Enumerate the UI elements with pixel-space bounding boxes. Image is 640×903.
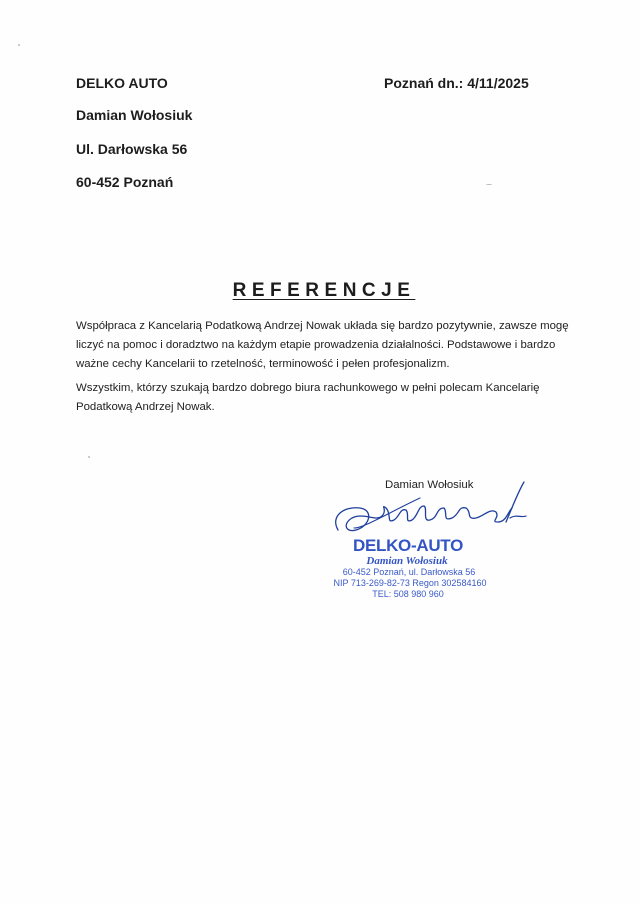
sender-name: Damian Wołosiuk bbox=[76, 107, 193, 123]
sender-city: 60-452 Poznań bbox=[76, 174, 174, 190]
stamp-tel: TEL: 508 980 960 bbox=[372, 589, 444, 599]
scan-speck bbox=[18, 44, 20, 46]
date-line: Poznań dn.: 4/11/2025 bbox=[384, 75, 529, 91]
sender-company: DELKO AUTO bbox=[76, 75, 168, 91]
company-stamp bbox=[318, 537, 488, 600]
paragraph-1: Współpraca z Kancelarią Podatkową Andrzej Nowak układa się bardzo pozytywnie, zawsze mogę liczyć na pomoc i doradztwo na każdym etapie prowadzenia działalności. Podstawowe i bardzo ważne cechy Kancelarii to rzetelność, terminowość i pełen profesjonalizm. bbox=[76, 320, 569, 370]
scan-speck bbox=[486, 184, 492, 185]
paragraph-2: Wszystkim, którzy szukają bardzo dobrego biura rachunkowego w pełni polecam Kancelarię Podatkową Andrzej Nowak. bbox=[76, 382, 540, 413]
signer-name: Damian Wołosiuk bbox=[385, 479, 474, 491]
document-title: REFERENCJE bbox=[232, 280, 416, 301]
stamp-owner: Damian Wołosiuk bbox=[366, 555, 448, 567]
stamp-address: 60-452 Poznań, ul. Darłowska 56 bbox=[342, 567, 476, 577]
stamp-company: DELKO-AUTO bbox=[352, 536, 463, 555]
scan-speck bbox=[88, 456, 90, 458]
sender-street: Ul. Darłowska 56 bbox=[76, 141, 188, 157]
stamp-ids: NIP 713-269-82-73 Regon 302584160 bbox=[333, 578, 487, 588]
